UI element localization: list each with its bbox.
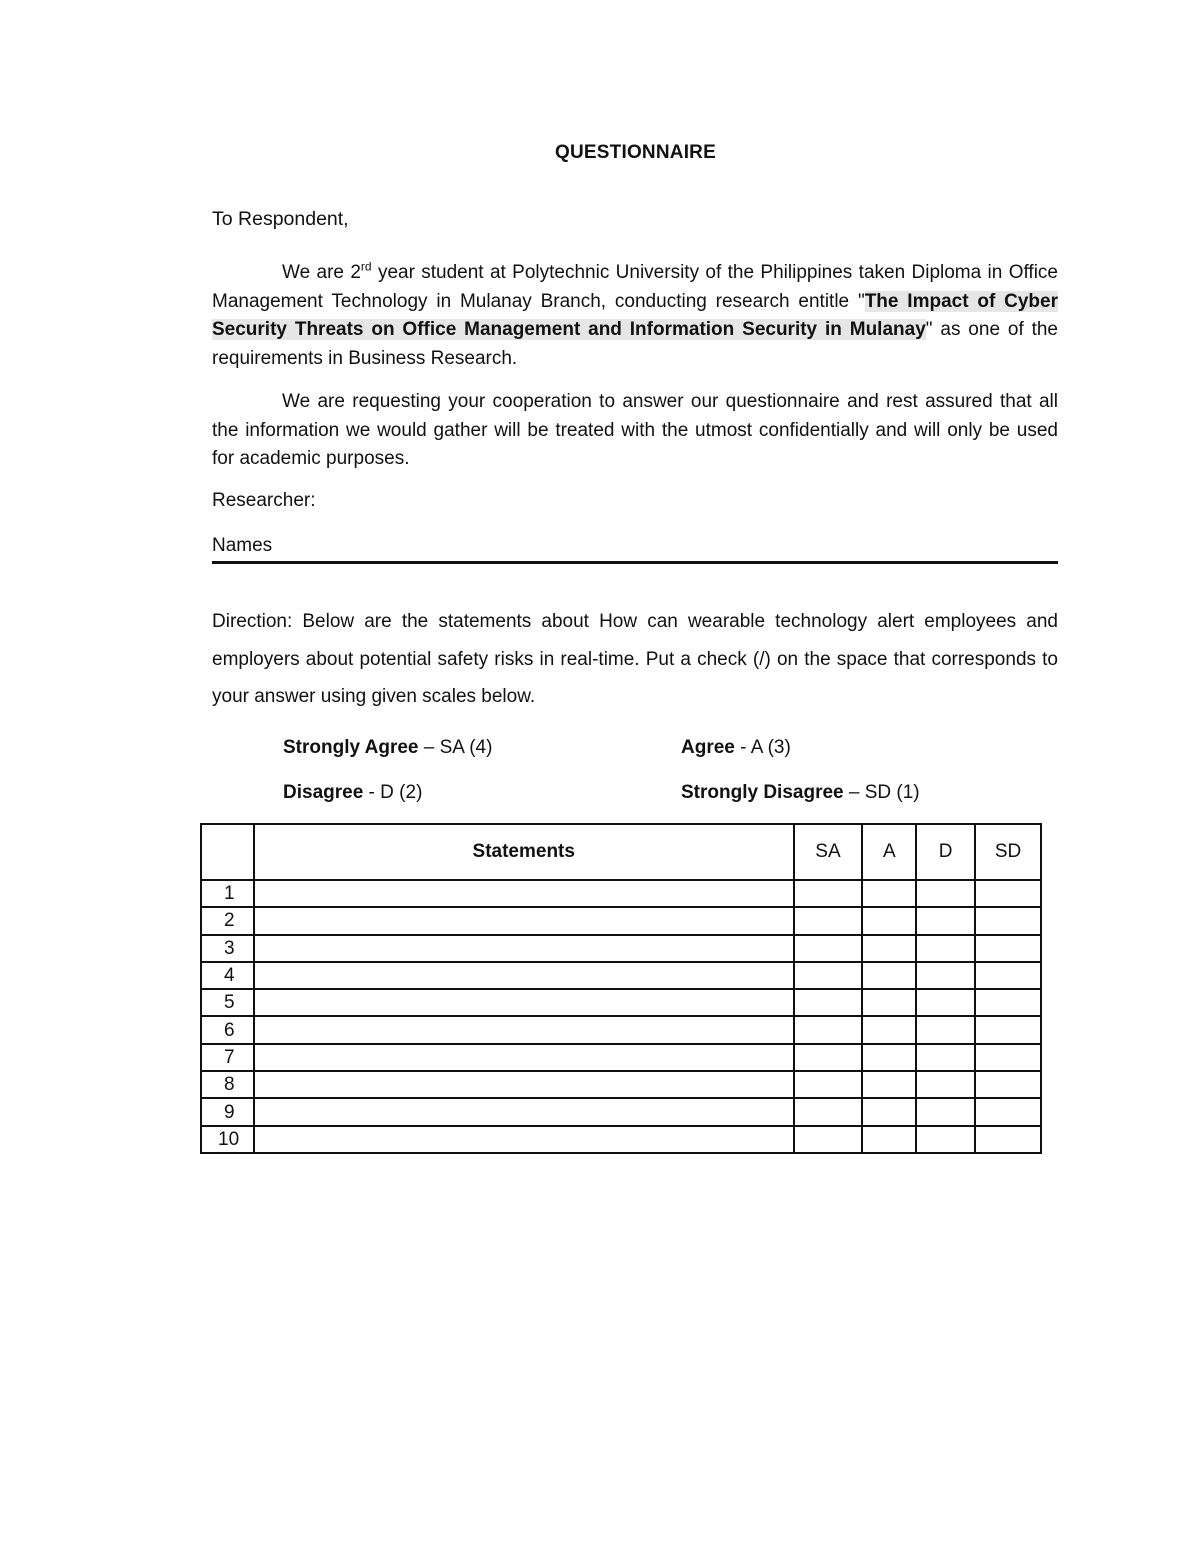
scale-separator: – — [843, 782, 865, 803]
row-number: 6 — [201, 1016, 254, 1043]
table-row — [201, 935, 1041, 962]
salutation: To Respondent, — [212, 208, 349, 230]
d-check-cell[interactable] — [916, 989, 975, 1016]
a-check-cell[interactable] — [862, 989, 916, 1016]
row-number: 8 — [201, 1071, 254, 1098]
scale-value: D (2) — [380, 782, 423, 803]
sd-check-cell[interactable] — [975, 1016, 1041, 1043]
intro-text-end: " as one of the requirements in Business Research. — [212, 319, 1059, 369]
sa-check-cell[interactable] — [794, 1016, 863, 1043]
d-check-cell[interactable] — [916, 1126, 975, 1153]
request-text: We are requesting your cooperation to answer our questionnaire and rest assured that all the information we would gather will be treated with the utmost confidentially and will only be used for academic purposes. — [212, 391, 1058, 469]
table-row — [201, 1071, 1041, 1098]
statement-cell[interactable] — [254, 935, 794, 962]
scale-label: Agree — [681, 737, 735, 758]
sa-check-cell[interactable] — [794, 962, 863, 989]
sa-check-cell[interactable] — [794, 1044, 863, 1071]
a-check-cell[interactable] — [862, 1016, 916, 1043]
sd-check-cell[interactable] — [975, 935, 1041, 962]
scale-agree — [681, 737, 791, 759]
request-paragraph — [212, 388, 1058, 474]
table-row — [201, 989, 1041, 1016]
sa-check-cell[interactable] — [794, 989, 863, 1016]
a-check-cell[interactable] — [862, 1098, 916, 1125]
scale-strongly-agree — [283, 737, 492, 759]
statement-cell[interactable] — [254, 1098, 794, 1125]
table-row — [201, 880, 1041, 907]
row-number: 3 — [201, 935, 254, 962]
names-label: Names — [212, 535, 273, 556]
sd-check-cell[interactable] — [975, 880, 1041, 907]
row-number: 2 — [201, 907, 254, 934]
table-row — [201, 1016, 1041, 1043]
intro-text-middle: year student at Polytechnic University of the Philippines taken Diploma in Office Management Technology in Mulanay Branch, conducting research entitle " — [212, 262, 1058, 312]
sa-check-cell[interactable] — [794, 880, 863, 907]
research-title: The Impact of Cyber Security Threats on Office Management and Information Security in Mulanay — [212, 290, 1058, 340]
d-check-cell[interactable] — [916, 1098, 975, 1125]
header-statements: Statements — [254, 824, 794, 880]
scale-value: A (3) — [750, 737, 791, 758]
sd-check-cell[interactable] — [975, 1044, 1041, 1071]
questionnaire-table — [200, 823, 1042, 1154]
sa-check-cell[interactable] — [794, 1098, 863, 1125]
d-check-cell[interactable] — [916, 1044, 975, 1071]
d-check-cell[interactable] — [916, 880, 975, 907]
d-check-cell[interactable] — [916, 1016, 975, 1043]
table-header-row — [201, 824, 1041, 880]
scale-separator: - — [363, 782, 381, 803]
row-number: 5 — [201, 989, 254, 1016]
scale-strongly-disagree — [681, 782, 920, 804]
sd-check-cell[interactable] — [975, 1071, 1041, 1098]
scale-disagree — [283, 782, 422, 804]
intro-text-start: We are 2 — [282, 262, 361, 283]
header-a: A — [862, 824, 916, 880]
a-check-cell[interactable] — [862, 880, 916, 907]
intro-paragraph — [212, 259, 1058, 373]
sd-check-cell[interactable] — [975, 989, 1041, 1016]
scale-separator: - — [734, 737, 751, 758]
researcher-label: Researcher: — [212, 490, 316, 511]
ordinal-suffix: rd — [360, 259, 372, 274]
statement-cell[interactable] — [254, 1126, 794, 1153]
table-row — [201, 907, 1041, 934]
a-check-cell[interactable] — [862, 962, 916, 989]
d-check-cell[interactable] — [916, 962, 975, 989]
table-row — [201, 1044, 1041, 1071]
statement-cell[interactable] — [254, 1044, 794, 1071]
scale-label: Disagree — [283, 782, 364, 803]
sa-check-cell[interactable] — [794, 1126, 863, 1153]
statement-cell[interactable] — [254, 880, 794, 907]
table-row — [201, 1098, 1041, 1125]
header-number-cell — [201, 824, 254, 880]
a-check-cell[interactable] — [862, 1044, 916, 1071]
d-check-cell[interactable] — [916, 907, 975, 934]
sa-check-cell[interactable] — [794, 907, 863, 934]
sa-check-cell[interactable] — [794, 935, 863, 962]
statement-cell[interactable] — [254, 1071, 794, 1098]
scale-label: Strongly Disagree — [681, 782, 844, 803]
a-check-cell[interactable] — [862, 1126, 916, 1153]
row-number: 1 — [201, 880, 254, 907]
d-check-cell[interactable] — [916, 935, 975, 962]
row-number: 9 — [201, 1098, 254, 1125]
statement-cell[interactable] — [254, 907, 794, 934]
page-title: QUESTIONNAIRE — [555, 142, 716, 163]
direction-text: Direction: Below are the statements about How can wearable technology alert employees and employers about potential safety risks in real-time. Put a check (/) on the space that corresponds to your answer using given scales below. — [212, 611, 1058, 707]
sd-check-cell[interactable] — [975, 962, 1041, 989]
table-row — [201, 962, 1041, 989]
sd-check-cell[interactable] — [975, 1126, 1041, 1153]
table-row — [201, 1126, 1041, 1153]
sa-check-cell[interactable] — [794, 1071, 863, 1098]
a-check-cell[interactable] — [862, 935, 916, 962]
sd-check-cell[interactable] — [975, 907, 1041, 934]
header-d: D — [916, 824, 975, 880]
statement-cell[interactable] — [254, 962, 794, 989]
header-sd: SD — [975, 824, 1041, 880]
row-number: 10 — [201, 1126, 254, 1153]
d-check-cell[interactable] — [916, 1071, 975, 1098]
scale-separator: – — [418, 737, 440, 758]
scale-value: SA (4) — [439, 737, 493, 758]
statement-cell[interactable] — [254, 989, 794, 1016]
names-underline — [212, 561, 1058, 564]
a-check-cell[interactable] — [862, 907, 916, 934]
header-sa: SA — [794, 824, 863, 880]
scale-label: Strongly Agree — [283, 737, 419, 758]
statement-cell[interactable] — [254, 1016, 794, 1043]
row-number: 4 — [201, 962, 254, 989]
sd-check-cell[interactable] — [975, 1098, 1041, 1125]
row-number: 7 — [201, 1044, 254, 1071]
a-check-cell[interactable] — [862, 1071, 916, 1098]
scale-value: SD (1) — [864, 782, 920, 803]
